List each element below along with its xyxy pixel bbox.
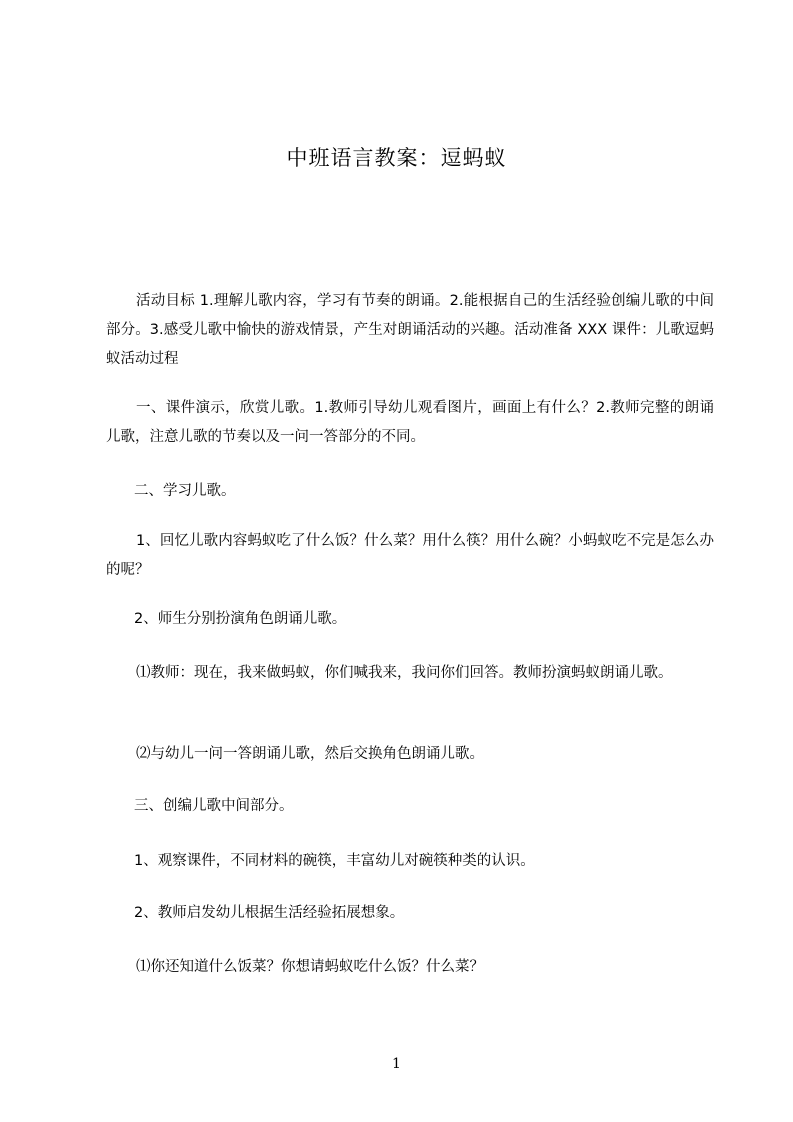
paragraph-section-three-heading: 三、创编儿歌中间部分。 (134, 798, 294, 814)
paragraph-observe: 1、观察课件，不同材料的碗筷，丰富幼儿对碗筷种类的认识。 (134, 853, 535, 869)
paragraph-section-one: 一、课件演示，欣赏儿歌。1.教师引导幼儿观看图片，画面上有什么？2.教师完整的朗诵儿歌，注意儿歌的节奏以及一问一答部分的不同。 (106, 400, 714, 445)
paragraph-section-two-heading: 二、学习儿歌。 (134, 483, 236, 499)
paragraph-teacher-demo: ⑴教师：现在，我来做蚂蚁，你们喊我来，我问你们回答。教师扮演蚂蚁朗诵儿歌。 (136, 665, 673, 681)
paragraph-recall: 1、回忆儿歌内容蚂蚁吃了什么饭？什么菜？用什么筷？用什么碗？小蚂蚁吃不完是怎么办的呢？ (106, 533, 714, 578)
paragraph-food-question: ⑴你还知道什么饭菜？你想请蚂蚁吃什么饭？什么菜？ (136, 959, 484, 975)
document-title: 中班语言教案：逗蚂蚁 (286, 146, 507, 170)
paragraph-question-answer: ⑵与幼儿一问一答朗诵儿歌，然后交换角色朗诵儿歌。 (136, 746, 484, 762)
page-number: 1 (392, 1056, 401, 1072)
paragraph-activity-goals: 活动目标 1.理解儿歌内容，学习有节奏的朗诵。2.能根据自己的生活经验创编儿歌的中间部分。3.感受儿歌中愉快的游戏情景，产生对朗诵活动的兴趣。活动准备 XXX 课件：儿歌逗蚂蚁活动过程 (106, 293, 714, 367)
paragraph-imagination: 2、教师启发幼儿根据生活经验拓展想象。 (134, 905, 405, 921)
paragraph-role-play: 2、师生分别扮演角色朗诵儿歌。 (134, 611, 347, 627)
